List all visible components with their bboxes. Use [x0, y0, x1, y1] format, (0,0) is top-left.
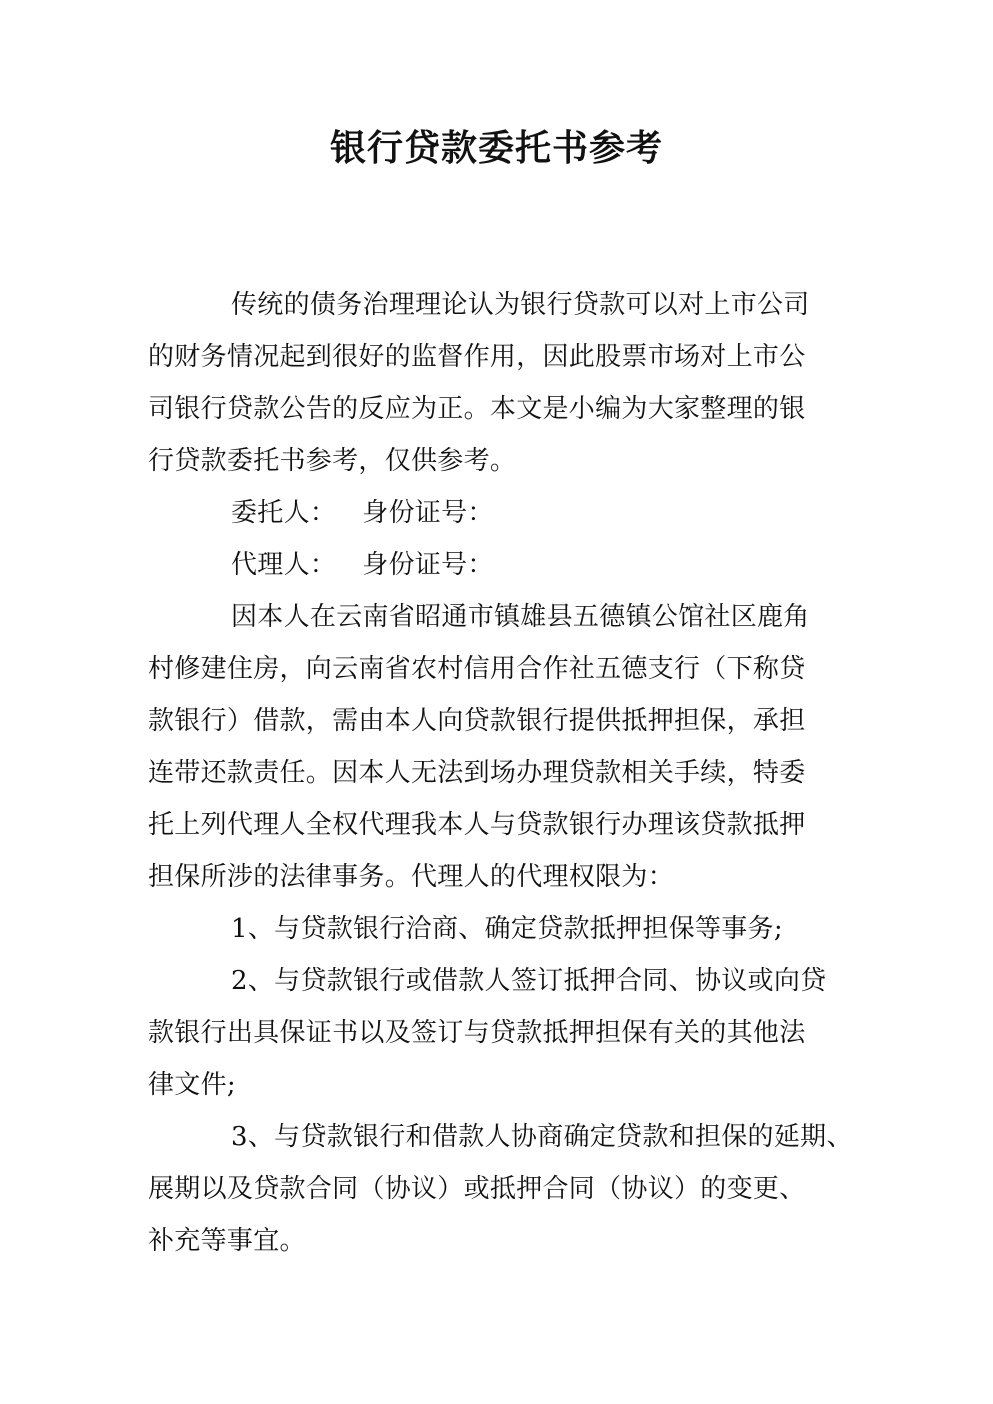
principal-row	[231, 493, 494, 533]
principal-label: 委托人：	[231, 498, 337, 528]
authority-item-3: 3、与贷款银行和借款人协商确定贷款和担保的延期、	[231, 1122, 853, 1152]
statement-line: 款银行）借款，需由本人向贷款银行提供抵押担保，承担	[148, 706, 806, 736]
agent-row	[231, 545, 494, 585]
statement-line: 担保所涉的法律事务。代理人的代理权限为：	[148, 862, 675, 892]
document-title: 银行贷款委托书参考	[329, 127, 663, 169]
authority-item-2-cont: 款银行出具保证书以及签订与贷款抵押担保有关的其他法	[148, 1018, 806, 1048]
authority-item-3-cont: 补充等事宜。	[148, 1226, 306, 1256]
agent-id-label: 身份证号：	[362, 550, 494, 580]
authority-item-2-cont: 律文件;	[148, 1070, 236, 1100]
intro-line: 传统的债务治理理论认为银行贷款可以对上市公司	[231, 290, 810, 320]
statement-line: 因本人在云南省昭通市镇雄县五德镇公馆社区鹿角	[231, 602, 810, 632]
intro-line: 司银行贷款公告的反应为正。本文是小编为大家整理的银	[148, 394, 806, 424]
authority-item-3-cont: 展期以及贷款合同（协议）或抵押合同（协议）的变更、	[148, 1174, 806, 1204]
statement-line: 村修建住房，向云南省农村信用合作社五德支行（下称贷	[148, 654, 806, 684]
intro-line: 行贷款委托书参考，仅供参考。	[148, 446, 517, 476]
authority-item-2: 2、与贷款银行或借款人签订抵押合同、协议或向贷	[231, 966, 827, 996]
agent-label: 代理人：	[231, 550, 337, 580]
intro-line: 的财务情况起到很好的监督作用，因此股票市场对上市公	[148, 342, 806, 372]
statement-line: 连带还款责任。因本人无法到场办理贷款相关手续，特委	[148, 758, 806, 788]
principal-id-label: 身份证号：	[362, 498, 494, 528]
authority-item-1: 1、与贷款银行洽商、确定贷款抵押担保等事务;	[231, 914, 783, 944]
statement-line: 托上列代理人全权代理我本人与贷款银行办理该贷款抵押	[148, 810, 806, 840]
